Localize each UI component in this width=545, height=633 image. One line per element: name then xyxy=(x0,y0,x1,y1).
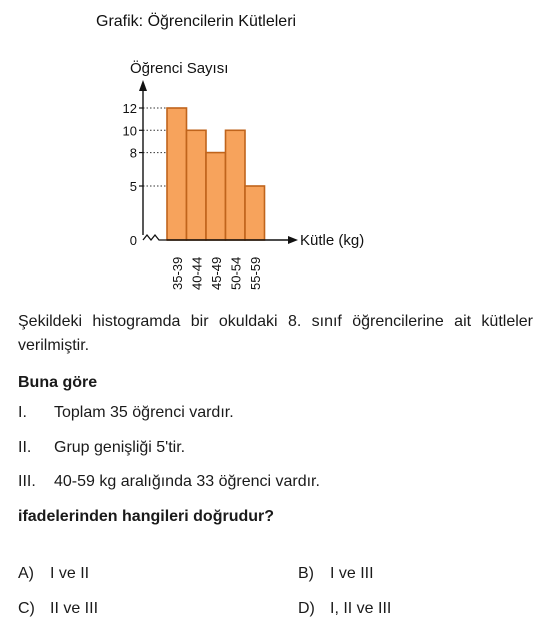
option-letter: C) xyxy=(18,600,35,617)
x-tick-label: 45-49 xyxy=(208,256,224,290)
statement-number: I. xyxy=(18,404,27,421)
bar-50-54 xyxy=(226,130,246,240)
chart-title: Grafik: Öğrencilerin Kütleleri xyxy=(96,13,297,30)
question-tail: ifadelerinden hangileri doğrudur? xyxy=(18,508,275,525)
x-tick-label: 40-44 xyxy=(189,256,205,290)
bar-35-39 xyxy=(167,108,187,240)
x-tick-label: 35-39 xyxy=(169,256,185,290)
y-tick-label: 5 xyxy=(129,179,137,194)
question-lead: Buna göre xyxy=(18,374,98,391)
option-c[interactable] xyxy=(18,600,98,618)
option-letter: D) xyxy=(298,600,315,617)
y-tick-label: 0 xyxy=(129,233,137,248)
axis-break xyxy=(143,235,167,240)
y-axis-label: Öğrenci Sayısı xyxy=(130,60,229,77)
option-text: I ve II xyxy=(50,565,90,582)
histogram-chart xyxy=(0,0,545,300)
option-b[interactable] xyxy=(298,565,374,583)
bar-45-49 xyxy=(206,153,226,240)
option-text: I, II ve III xyxy=(330,600,392,617)
x-axis-label: Kütle (kg) xyxy=(300,232,365,249)
x-tick-label: 55-59 xyxy=(247,256,263,290)
option-text: I ve III xyxy=(330,565,374,582)
bar-40-44 xyxy=(187,130,207,240)
statement-text: Grup genişliği 5'tir. xyxy=(54,439,186,456)
option-text: II ve III xyxy=(50,600,99,617)
statement-text: 40-59 kg aralığında 33 öğrenci vardır. xyxy=(54,473,320,490)
y-tick-label: 8 xyxy=(129,145,137,161)
statement-number: II. xyxy=(18,439,32,456)
bar-55-59 xyxy=(245,186,265,240)
statement-3 xyxy=(18,473,320,491)
statement-number: III. xyxy=(18,473,36,490)
x-tick-label: 50-54 xyxy=(228,256,244,290)
y-tick-label: 12 xyxy=(122,101,137,116)
question-paragraph: Şekildeki histogramda bir okuldaki 8. sınıf öğrencilerine ait kütleler verilmiştir. xyxy=(18,313,533,354)
option-letter: A) xyxy=(18,565,34,582)
statement-text: Toplam 35 öğrenci vardır. xyxy=(54,404,234,421)
y-axis-arrow xyxy=(139,80,147,91)
x-axis-arrow xyxy=(288,236,298,244)
option-d[interactable] xyxy=(298,600,391,618)
option-a[interactable] xyxy=(18,565,89,583)
statement-1 xyxy=(18,404,234,422)
statement-2 xyxy=(18,439,185,457)
y-tick-label: 10 xyxy=(122,123,137,139)
option-letter: B) xyxy=(298,565,314,582)
